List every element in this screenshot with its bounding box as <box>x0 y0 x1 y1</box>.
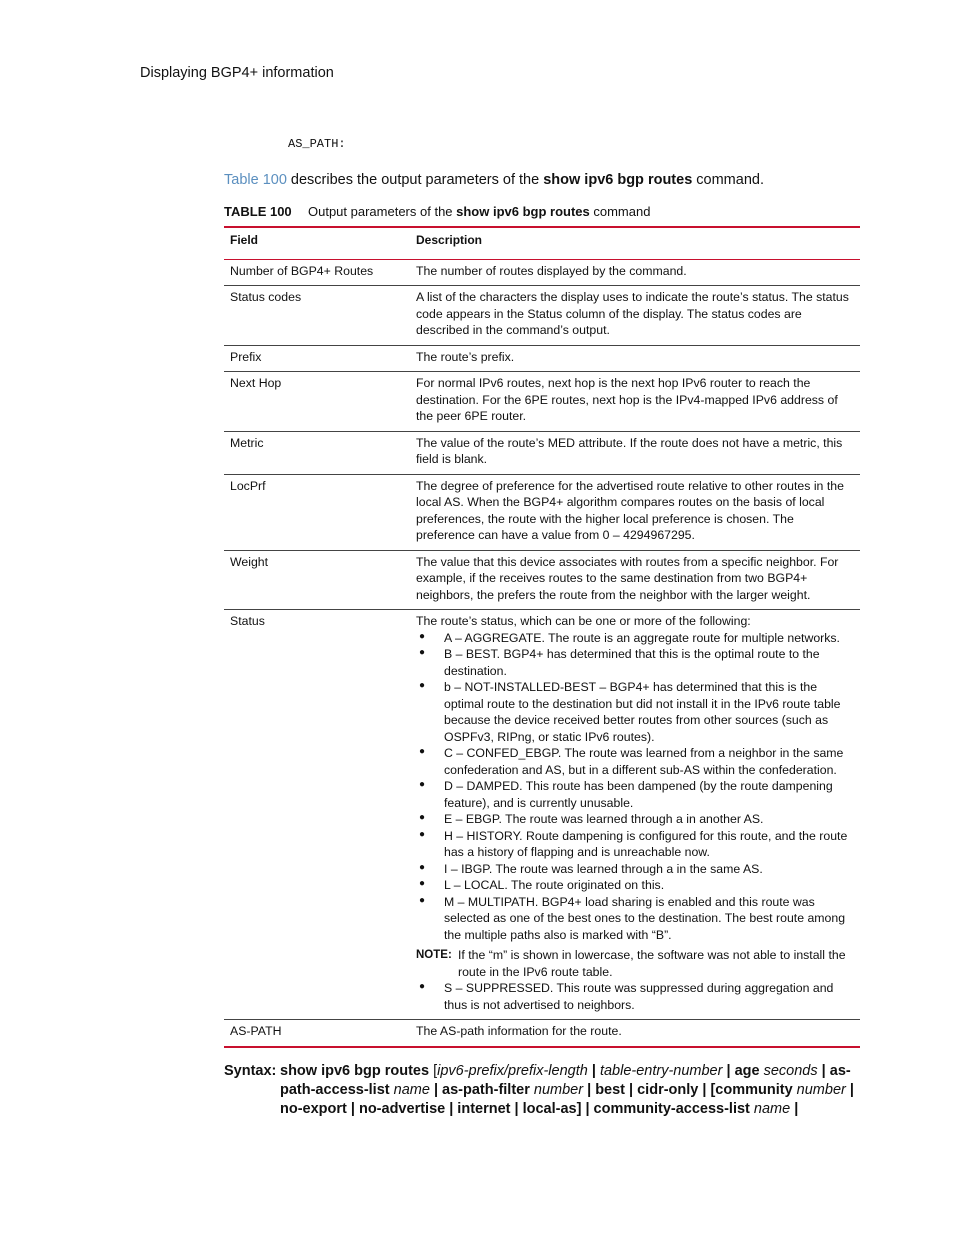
caption-text: Output parameters of the <box>308 204 457 219</box>
table-header-row <box>224 227 860 259</box>
header-field: Field <box>230 233 259 247</box>
table-row-status <box>224 610 860 1020</box>
note-block <box>416 947 854 980</box>
intro-text-end: command. <box>692 172 764 188</box>
table-number: TABLE 100 <box>224 204 292 219</box>
caption-text-end: command <box>589 204 651 219</box>
description-cell: The value of the route’s MED attribute. If the route does not have a metric, this field is blank. <box>416 435 843 466</box>
list-item: ● M – MULTIPATH. BGP4+ load sharing is enabled and this route was selected as one of the best ones to the destination. The best route among the multiple paths also is marked with “B”. <box>416 894 854 944</box>
field-cell: Metric <box>230 435 264 450</box>
intro-text: describes the output parameters of the <box>286 172 544 188</box>
syntax-part: name <box>749 1101 791 1117</box>
field-cell: LocPrf <box>230 478 266 493</box>
table-row <box>224 286 860 346</box>
syntax-part: | <box>817 1063 830 1079</box>
status-intro: The route’s status, which can be one or more of the following: <box>416 614 751 628</box>
list-item: ● B – BEST. BGP4+ has determined that this is the optimal route to the destination. <box>416 646 854 679</box>
syntax-part: | <box>587 1063 600 1079</box>
syntax-part: seconds <box>759 1063 818 1079</box>
field-cell: Next Hop <box>230 376 282 390</box>
note-label: NOTE: <box>416 949 452 961</box>
table-row <box>224 474 860 550</box>
list-item: ● E – EBGP. The route was learned through a in another AS. <box>416 811 854 828</box>
table-row <box>224 345 860 372</box>
table-row <box>224 372 860 432</box>
table-caption <box>224 204 650 219</box>
table-reference-link[interactable]: Table 100 <box>224 172 287 188</box>
table-row <box>224 1020 860 1047</box>
note-text: If the “m” is shown in lowercase, the software was not able to install the route in the IPv6 route table. <box>458 948 846 979</box>
description-cell: For normal IPv6 routes, next hop is the next hop IPv6 router to reach the destination. For the 6PE routes, next hop is the IPv4-mapped IPv6 address of the peer 6PE router. <box>416 376 838 423</box>
description-cell: The AS-path information for the route. <box>416 1024 622 1038</box>
syntax-part: age <box>734 1063 760 1079</box>
intro-command: show ipv6 bgp routes <box>543 172 693 188</box>
syntax-part: | best | cidr-only | [community <box>583 1082 793 1098</box>
syntax-body <box>280 1062 874 1119</box>
syntax-block <box>224 1062 874 1119</box>
syntax-part: number <box>792 1082 846 1098</box>
list-item: ● b – NOT-INSTALLED-BEST – BGP4+ has determined that this is the optimal route to the destination but did not install it in the IPv6 route table because the device received better routes from other sources (such as OSPFv3, RIPng, or static IPv6 routes). <box>416 679 854 745</box>
syntax-part: ipv6-prefix/prefix-length <box>437 1063 588 1079</box>
field-cell: Weight <box>230 554 269 569</box>
status-code-list <box>416 630 854 944</box>
table-row <box>224 259 860 286</box>
table-row <box>224 431 860 474</box>
syntax-part: name <box>389 1082 430 1098</box>
field-cell: Prefix <box>230 349 262 364</box>
syntax-part: [ <box>429 1063 438 1079</box>
field-cell: Status codes <box>230 290 302 304</box>
list-item: ● S – SUPPRESSED. This route was suppressed during aggregation and thus is not advertised to neighbors. <box>416 980 854 1013</box>
running-header: Displaying BGP4+ information <box>140 65 334 81</box>
syntax-part: number <box>529 1082 584 1098</box>
list-item: ● D – DAMPED. This route has been dampened (by the route dampening feature), and is currently unusable. <box>416 778 854 811</box>
table-row <box>224 550 860 610</box>
syntax-part: | no-export | no-advertise | internet | local-as] | community-access-list <box>280 1082 854 1117</box>
description-cell: The number of routes displayed by the command. <box>416 263 687 278</box>
description-cell: The value that this device associates with routes from a specific neighbor. For example, if the receives routes to the same destination from two BGP4+ neighbors, the prefers the route from the neighbor with the larger weight. <box>416 554 839 602</box>
syntax-part: show ipv6 bgp routes <box>280 1063 430 1079</box>
status-code-list-continued <box>416 980 854 1013</box>
field-cell: Number of BGP4+ Routes <box>230 263 374 278</box>
header-description: Description <box>416 233 483 247</box>
list-item: ● A – AGGREGATE. The route is an aggregate route for multiple networks. <box>416 630 854 647</box>
description-cell: The route’s prefix. <box>416 349 515 364</box>
description-cell: A list of the characters the display uses to indicate the route’s status. The status code appears in the Status column of the display. The status codes are described in the command’s output. <box>416 290 849 337</box>
list-item: ● I – IBGP. The route was learned through a in the same AS. <box>416 861 854 878</box>
description-cell: The degree of preference for the advertised route relative to other routes in the local AS. When the BGP4+ algorithm compares routes on the basis of local preferences, the route with the higher local preference is chosen. The preference can have a value from 0 – 4294967295. <box>416 478 844 542</box>
caption-command: show ipv6 bgp routes <box>456 204 590 219</box>
description-cell <box>410 610 860 1020</box>
field-cell: Status <box>230 614 265 628</box>
list-item: ● L – LOCAL. The route originated on this. <box>416 877 854 894</box>
syntax-part: | <box>429 1082 443 1098</box>
field-cell: AS-PATH <box>230 1024 282 1038</box>
syntax-part: as-path-filter <box>442 1082 530 1098</box>
syntax-part: as-path-access-list <box>280 1063 851 1098</box>
intro-paragraph <box>224 172 764 188</box>
syntax-part: | <box>790 1101 799 1117</box>
syntax-part: table-entry-number <box>599 1063 723 1079</box>
list-item: ● C – CONFED_EBGP. The route was learned from a neighbor in the same confederation and AS, but in a different sub-AS within the confederation. <box>416 745 854 778</box>
syntax-part: | <box>722 1063 735 1079</box>
syntax-label: Syntax: <box>224 1063 277 1079</box>
list-item: ● H – HISTORY. Route dampening is configured for this route, and the route has a history of flapping and is unreachable now. <box>416 828 854 861</box>
output-parameters-table <box>224 226 860 1048</box>
code-sample: AS_PATH: <box>288 137 346 151</box>
